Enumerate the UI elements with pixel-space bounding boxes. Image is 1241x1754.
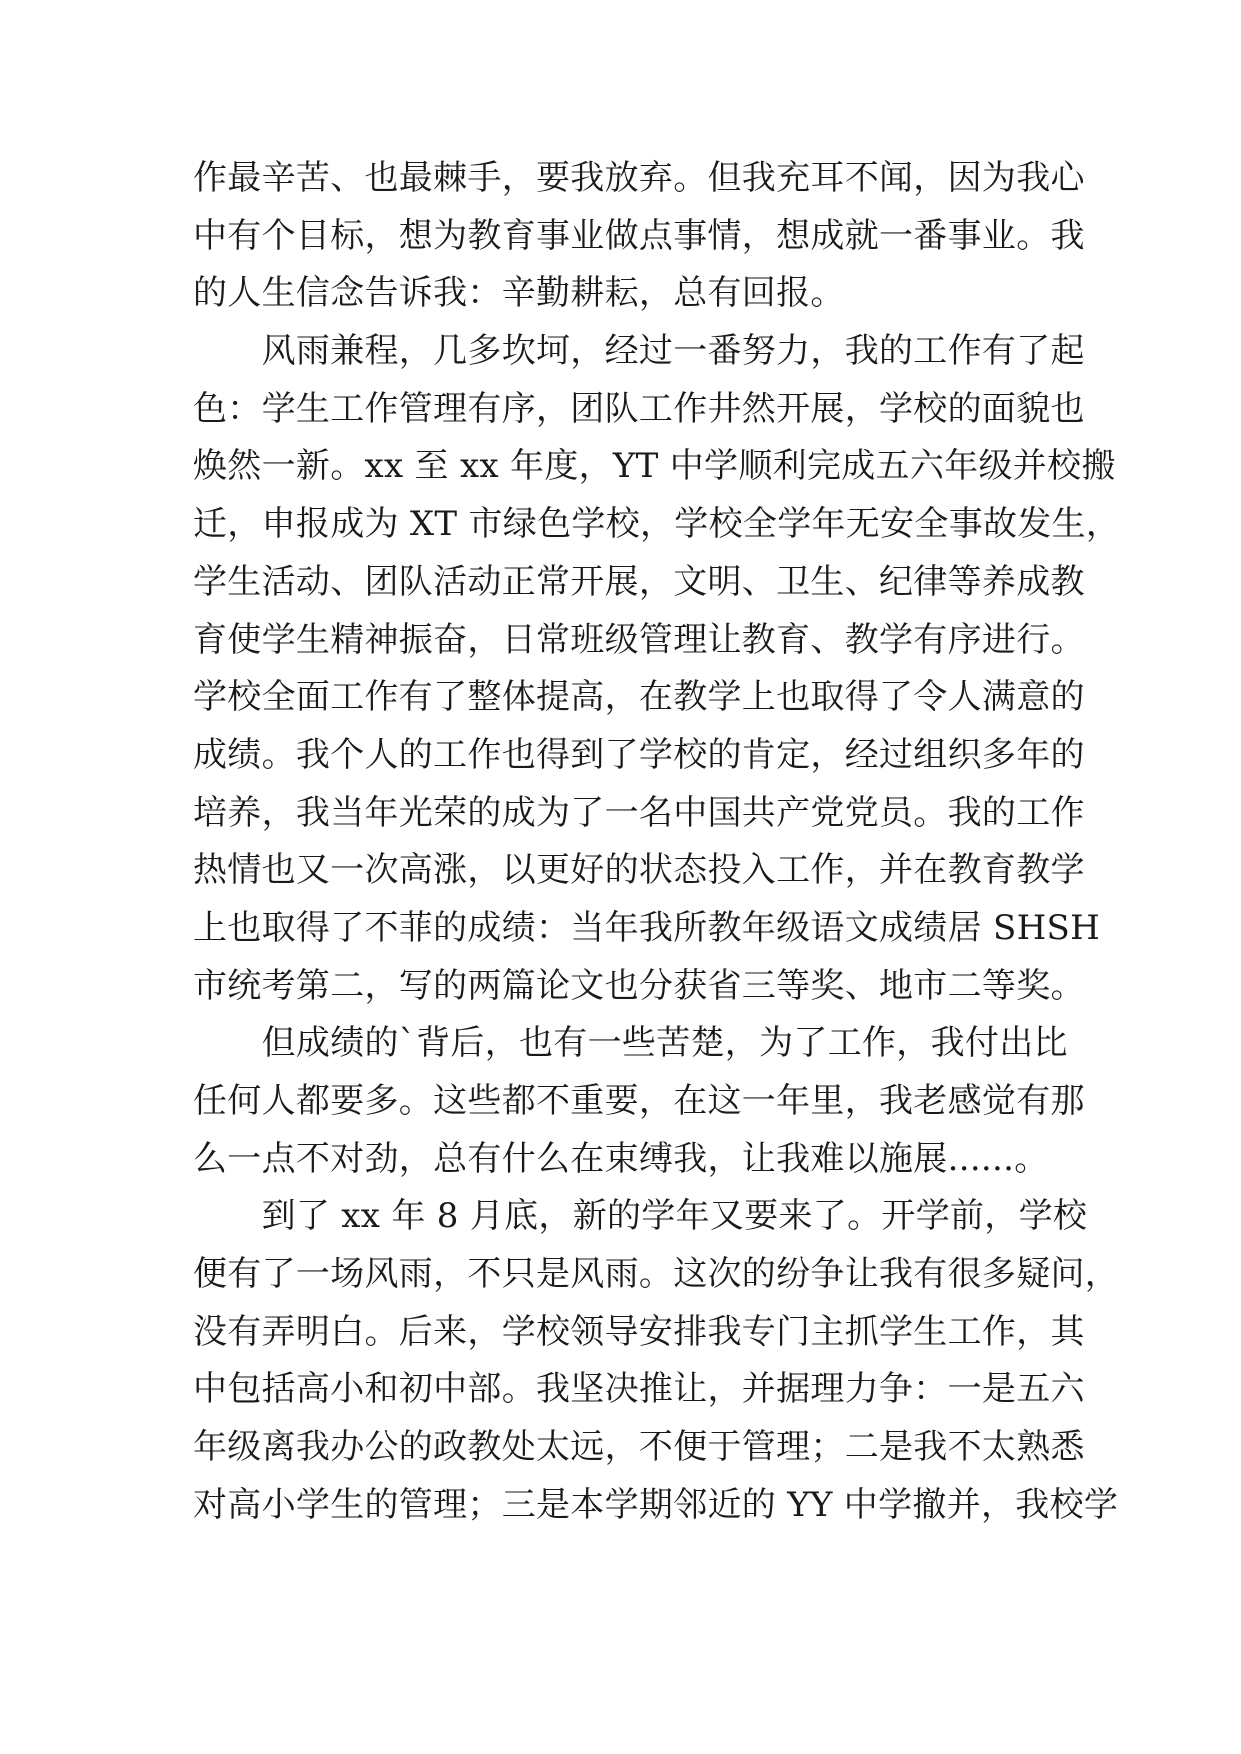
text-line: 到了 xx 年 8 月底，新的学年又要来了。开学前，学校 [193,1196,1088,1237]
text-line: 成绩。我个人的工作也得到了学校的肯定，经过组织多年的 [193,734,1085,775]
text-line: 焕然一新。xx 至 xx 年度，YT 中学顺利完成五六年级并校搬 [193,446,1116,487]
text-line: 上也取得了不菲的成绩：当年我所教年级语文成绩居 SHSH [193,907,1101,948]
text-line: 但成绩的`背后，也有一些苦楚，为了工作，我付出比 [193,1023,1068,1064]
body-text [193,150,1121,1535]
text-line: 风雨兼程，几多坎坷，经过一番努力，我的工作有了起 [193,331,1085,372]
text-line: 任何人都要多。这些都不重要，在这一年里，我老感觉有那 [193,1081,1085,1121]
text-line: 便有了一场风雨，不只是风雨。这次的纷争让我有很多疑问， [193,1254,1120,1295]
text-line: 学生活动、团队活动正常开展，文明、卫生、纪律等养成教 [193,561,1085,602]
text-line: 作最辛苦、也最棘手，要我放弃。但我充耳不闻，因为我心 [193,158,1085,198]
text-line: 培养，我当年光荣的成为了一名中国共产党党员。我的工作 [193,792,1085,833]
text-line: 市统考第二，写的两篇论文也分获省三等奖、地市二等奖。 [193,965,1085,1006]
text-line: 的人生信念告诉我：辛勤耕耘，总有回报。 [193,273,845,314]
text-line: 中包括高小和初中部。我坚决推让，并据理力争：一是五六 [193,1369,1085,1410]
text-line: 迁，申报成为 XT 市绿色学校，学校全学年无安全事故发生， [193,504,1121,545]
text-line: 学校全面工作有了整体提高，在教学上也取得了令人满意的 [193,677,1085,718]
text-line: 么一点不对劲，总有什么在束缚我，让我难以施展......。 [193,1138,1049,1179]
text-line: 育使学生精神振奋，日常班级管理让教育、教学有序进行。 [193,619,1085,660]
text-line: 年级离我办公的政教处太远，不便于管理；二是我不太熟悉 [193,1427,1085,1468]
text-line: 中有个目标，想为教育事业做点事情，想成就一番事业。我 [193,215,1085,256]
text-line: 色：学生工作管理有序，团队工作井然开展，学校的面貌也 [193,388,1085,429]
text-line: 没有弄明白。后来，学校领导安排我专门主抓学生工作，其 [193,1311,1085,1352]
text-line: 对高小学生的管理；三是本学期邻近的 YY 中学撤并，我校学 [193,1484,1119,1525]
text-line: 热情也又一次高涨，以更好的状态投入工作，并在教育教学 [193,850,1085,891]
